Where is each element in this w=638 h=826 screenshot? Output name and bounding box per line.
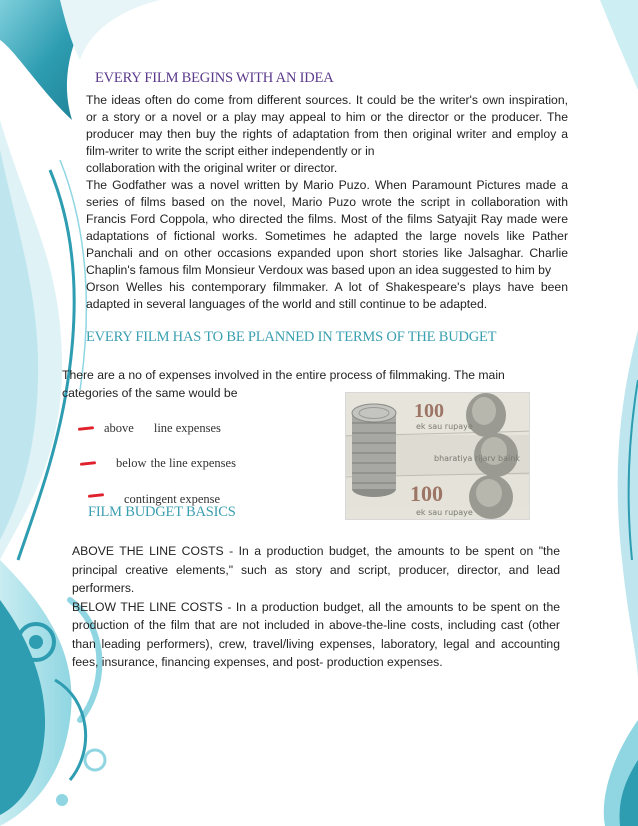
- budget-intro: There are a no of expenses involved in the entire process of filmmaking. The main categories of the same would be: [62, 368, 505, 400]
- svg-text:ek sau rupaye: ek sau rupaye: [416, 508, 473, 517]
- bullet-item: [88, 488, 221, 506]
- svg-text:bharatiya rijarv baink: bharatiya rijarv baink: [434, 454, 520, 463]
- bullet-label: the line expenses: [150, 456, 236, 470]
- bullet-label: expense: [179, 492, 221, 506]
- svg-text:100: 100: [410, 481, 443, 506]
- svg-text:ek sau rupaye: ek sau rupaye: [416, 422, 473, 431]
- paragraph: ABOVE THE LINE COSTS - In a production budget, the amounts to be spent on "the principal creative elements," such as story and script, producer, director, and lead performers.: [72, 544, 560, 595]
- bullet-label: contingent: [124, 492, 177, 506]
- paragraph: BELOW THE LINE COSTS - In a production budget, all the amounts to be spent on the production of the film that are not included in above-the-line costs, including cast (other than leading performers), crew, travel/living expenses, laboratory, legal and accounting fees, insurance, financing expenses, and post- production expenses.: [72, 599, 560, 669]
- section-heading-budget-basics: FILM BUDGET BASICS: [88, 504, 236, 520]
- paragraph: Orson Welles his contemporary filmmaker. A lot of Shakespeare's plays have been adapted in several languages of the world and still continue to be adapted.: [86, 280, 568, 311]
- bullet-item: [80, 456, 236, 471]
- section-heading-idea: EVERY FILM BEGINS WITH AN IDEA: [95, 70, 334, 86]
- red-dash-bullet: [80, 461, 96, 466]
- red-dash-bullet: [78, 426, 94, 431]
- paragraph: The Godfather was a novel written by Mario Puzo. When Paramount Pictures made a series of films based on the novel, Mario Puzo wrote the script in collaboration with Francis Ford Coppola, who directed the films. Most of the films Satyajit Ray made were adaptations of fictional works. Sometimes he adapted the large novels like Pather Panchali and on other occasions expanded upon short stories like Jalsaghar. Charlie Chaplin's famous film Monsieur Verdoux was based upon an idea suggested to him by: [86, 178, 568, 277]
- currency-image: [345, 392, 530, 520]
- section-heading-budget: EVERY FILM HAS TO BE PLANNED IN TERMS OF THE BUDGET: [86, 329, 497, 345]
- red-dash-bullet: [88, 493, 104, 498]
- section-idea-body: [86, 92, 568, 313]
- indian-currency-notes-and-coins-image: [346, 393, 529, 519]
- svg-text:100: 100: [414, 400, 444, 422]
- bullet-label: below: [116, 456, 147, 470]
- paragraph: collaboration with the original writer or director.: [86, 161, 338, 175]
- bullet-label: above: [104, 421, 134, 435]
- budget-basics-body: [72, 542, 560, 672]
- bullet-label: line expenses: [153, 421, 221, 435]
- bullet-item: [78, 421, 221, 436]
- paragraph: The ideas often do come from different sources. It could be the writer's own inspiration, or a story or a novel or a play may appeal to him or the director or the producer. The producer may then buy the rights of adaptation from then original writer and employ a film-writer to write the script either independently or in: [86, 93, 568, 158]
